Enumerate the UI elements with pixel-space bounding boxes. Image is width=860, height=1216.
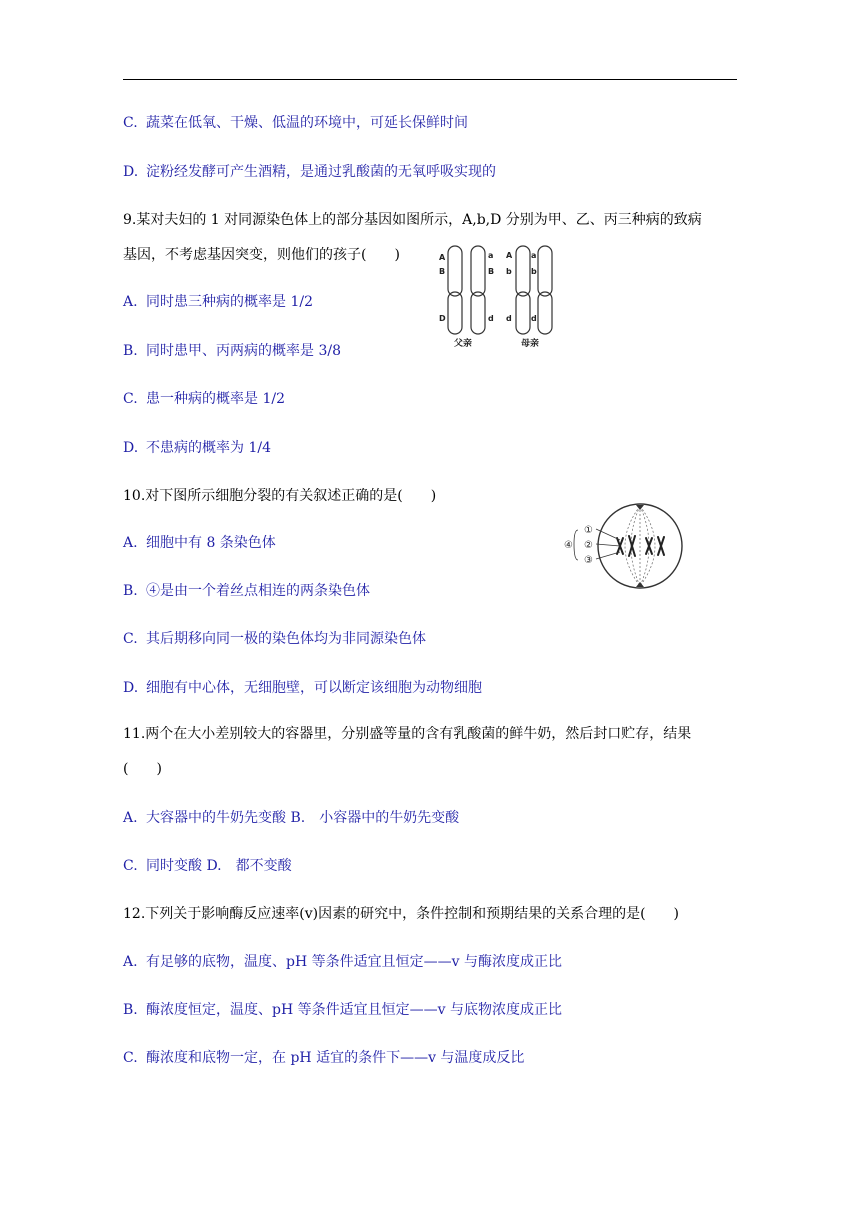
gene-label: B: [488, 267, 495, 276]
answer-option: [123, 629, 426, 649]
label-pointers: [574, 529, 620, 560]
chromosomes: [617, 536, 664, 556]
question-stem: [123, 724, 691, 744]
option-text: 酶浓度恒定，温度、pH 等条件适宜且恒定——v 与底物浓度成正比: [146, 1002, 562, 1018]
option-text: ④是由一个着丝点相连的两条染色体: [146, 583, 370, 599]
label-3: ③: [584, 555, 593, 566]
question-stem: [123, 486, 436, 506]
option-text: 蔬菜在低氧、干燥、低温的环境中，可延长保鲜时间: [146, 115, 468, 131]
answer-option: [123, 952, 562, 972]
answer-option: [123, 808, 459, 828]
gene-label: a: [531, 251, 537, 260]
option-text: 患一种病的概率是 1/2: [146, 391, 285, 407]
answer-option: [123, 533, 276, 553]
chromosome-figure: [432, 244, 557, 350]
gene-label: D: [439, 314, 446, 323]
answer-option: [123, 292, 313, 312]
option-text: 同时患三种病的概率是 1/2: [146, 294, 313, 310]
option-letter: C.: [123, 391, 138, 407]
option-letter: D.: [123, 164, 139, 180]
question-stem: [123, 759, 162, 779]
mother-label: 母亲: [521, 339, 540, 349]
option-text: 细胞中有 8 条染色体: [146, 535, 276, 551]
option-text: 细胞有中心体，无细胞壁，可以断定该细胞为动物细胞: [146, 680, 482, 696]
question-text: 9.某对夫妇的 1 对同源染色体上的部分基因如图所示，A,b,D 分别为甲、乙、丙三种病的致病: [123, 212, 702, 228]
answer-option: [123, 341, 341, 361]
answer-option: [123, 162, 496, 182]
gene-label: A: [506, 251, 513, 260]
question-stem: [123, 210, 702, 230]
option-letter: D.: [123, 680, 139, 696]
answer-option: [123, 678, 482, 698]
answer-option: [123, 1000, 562, 1020]
gene-label: A: [439, 253, 446, 262]
option-letter: C.: [123, 858, 138, 874]
option-text: 同时患甲、丙两病的概率是 3/8: [146, 343, 341, 359]
question-text: 11.两个在大小差别较大的容器里，分别盛等量的含有乳酸菌的鲜牛奶，然后封口贮存，结果: [123, 726, 692, 742]
option-text: 有足够的底物，温度、pH 等条件适宜且恒定——v 与酶浓度成正比: [146, 954, 562, 970]
answer-option: [123, 389, 285, 409]
gene-label: B: [439, 267, 446, 276]
label-4: ④: [564, 540, 573, 551]
option-letter: A.: [123, 535, 138, 551]
answer-option: [123, 581, 370, 601]
option-letter: B.: [123, 343, 138, 359]
gene-label: d: [531, 314, 537, 323]
option-text: 其后期移向同一极的染色体均为非同源染色体: [146, 631, 426, 647]
question-text: ( ): [123, 761, 162, 777]
header-rule: [123, 79, 737, 80]
answer-option: [123, 1048, 524, 1068]
answer-option: [123, 856, 292, 876]
centriole-top: [636, 505, 644, 510]
option-letter: A.: [123, 954, 138, 970]
answer-option: [123, 438, 271, 458]
option-text: 同时变酸 D. 都不变酸: [146, 858, 292, 874]
gene-label: a: [488, 251, 494, 260]
label-2: ②: [584, 540, 593, 551]
option-letter: C.: [123, 631, 138, 647]
gene-label: d: [488, 314, 494, 323]
centriole-bottom: [636, 582, 644, 587]
question-stem: [123, 904, 679, 924]
question-text: 10.对下图所示细胞分裂的有关叙述正确的是( ): [123, 488, 437, 504]
option-text: 不患病的概率为 1/4: [146, 440, 271, 456]
answer-option: [123, 113, 468, 133]
father-chromosome-pair: [448, 246, 485, 334]
option-letter: B.: [123, 583, 138, 599]
cell-division-figure: [560, 500, 685, 592]
question-stem: [123, 245, 400, 265]
question-text: 12.下列关于影响酶反应速率(v)因素的研究中，条件控制和预期结果的关系合理的是( ): [123, 906, 680, 922]
father-label: 父亲: [454, 339, 473, 349]
label-1: ①: [584, 525, 593, 536]
option-letter: C.: [123, 115, 138, 131]
option-letter: A.: [123, 294, 138, 310]
spindle-fibers: [625, 506, 655, 586]
question-text: 基因，不考虑基因突变，则他们的孩子( ): [123, 247, 400, 263]
gene-label: b: [531, 267, 537, 276]
option-text: 酶浓度和底物一定，在 pH 适宜的条件下——v 与温度成反比: [146, 1050, 525, 1066]
option-letter: D.: [123, 440, 139, 456]
gene-label: b: [506, 267, 512, 276]
option-text: 淀粉经发酵可产生酒精，是通过乳酸菌的无氧呼吸实现的: [146, 164, 496, 180]
option-letter: C.: [123, 1050, 138, 1066]
option-letter: B.: [123, 1002, 138, 1018]
option-text: 大容器中的牛奶先变酸 B. 小容器中的牛奶先变酸: [146, 810, 460, 826]
gene-label: d: [506, 314, 512, 323]
option-letter: A.: [123, 810, 138, 826]
